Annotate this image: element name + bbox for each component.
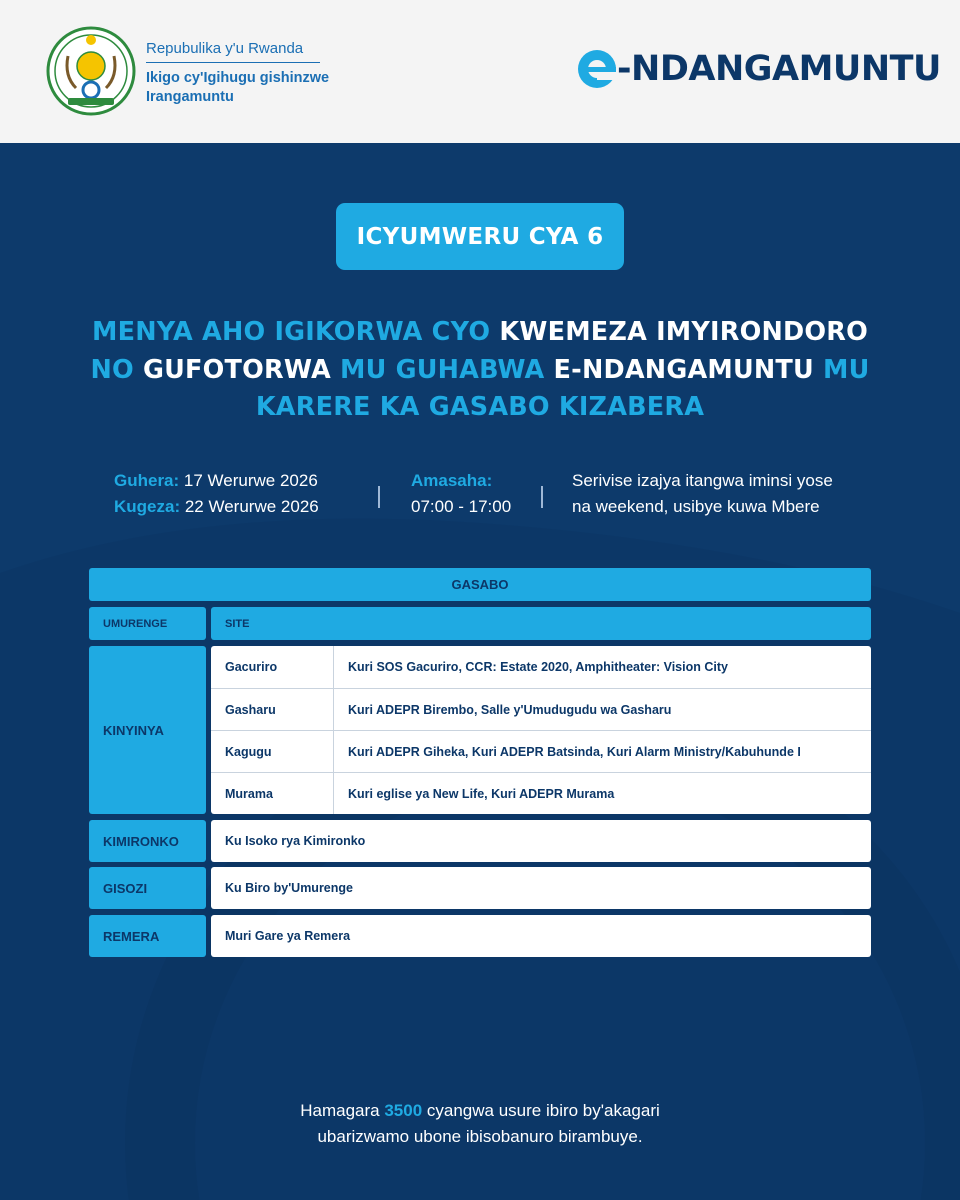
sector-cell-kinyinya: KINYINYA xyxy=(89,646,206,814)
government-line-1: Repubulika y'u Rwanda xyxy=(146,40,320,63)
agency-line-2: Irangamuntu xyxy=(146,89,234,105)
cell-name: Kagugu xyxy=(225,744,272,759)
headline-line xyxy=(80,314,880,352)
site-cell-remera: Muri Gare ya Remera xyxy=(211,915,871,957)
e-logo-icon xyxy=(578,50,616,88)
header-bar xyxy=(0,0,960,143)
service-note-block xyxy=(572,468,833,520)
cell-site: Kuri SOS Gacuriro, CCR: Estate 2020, Amphitheater: Vision City xyxy=(348,660,728,674)
footer-pre: Hamagara xyxy=(300,1101,385,1120)
sector-cell-remera: REMERA xyxy=(89,915,206,957)
week-badge: ICYUMWERU CYA 6 xyxy=(336,203,624,270)
cell-site: Kuri ADEPR Giheka, Kuri ADEPR Batsinda, Kuri Alarm Ministry/Kabuhunde I xyxy=(348,744,801,759)
headline-segment: MENYA AHO IGIKORWA CYO xyxy=(92,317,500,347)
start-date-label: Guhera: xyxy=(114,471,180,490)
hours-block xyxy=(411,468,511,520)
headline-segment: MU xyxy=(823,354,870,385)
start-date-value: 17 Werurwe 2026 xyxy=(179,471,318,490)
cell-name: Gasharu xyxy=(225,702,276,717)
column-header-sector: UMURENGE xyxy=(89,607,206,640)
headline-segment: GUFOTORWA xyxy=(142,354,341,385)
headline-line xyxy=(80,389,880,427)
sector-cell-kimironko: KIMIRONKO xyxy=(89,820,206,862)
cell-name: Gacuriro xyxy=(225,660,278,674)
sector-cell-gisozi: GISOZI xyxy=(89,867,206,909)
headline xyxy=(80,314,880,427)
hours-value: 07:00 - 17:00 xyxy=(411,497,512,516)
headline-line xyxy=(80,352,880,390)
service-note-line-2: na weekend, usibye kuwa Mbere xyxy=(572,497,820,516)
brand-wordmark: -NDANGAMUNTU xyxy=(617,49,941,89)
cell-name: Murama xyxy=(225,786,273,801)
column-header-site: SITE xyxy=(211,607,871,640)
agency-line-1: Ikigo cy'Igihugu gishinzwe xyxy=(146,70,330,86)
table-title-bar: GASABO xyxy=(89,568,871,601)
headline-segment: NO xyxy=(90,354,143,385)
info-divider xyxy=(541,486,543,508)
footer-line-2: ubarizwamo ubone ibisobanuro birambuye. xyxy=(317,1127,643,1146)
service-note-line-1: Serivise izajya itangwa iminsi yose xyxy=(572,471,833,490)
end-date-value: 22 Werurwe 2026 xyxy=(180,497,319,516)
rwanda-coat-of-arms-icon xyxy=(46,26,136,116)
footer-post: cyangwa usure ibiro by'akagari xyxy=(422,1101,660,1120)
headline-segment: KWEMEZA IMYIRONDORO xyxy=(499,317,868,347)
cell-site: Kuri eglise ya New Life, Kuri ADEPR Murama xyxy=(348,786,615,801)
headline-segment: KARERE KA GASABO KIZABERA xyxy=(255,392,705,422)
info-divider xyxy=(378,486,380,508)
brand-logo xyxy=(578,49,941,89)
date-range-block xyxy=(114,468,319,520)
government-name-block xyxy=(146,40,329,107)
footer-note xyxy=(180,1098,780,1150)
cell-site: Kuri ADEPR Birembo, Salle y'Umudugudu wa Gasharu xyxy=(348,702,672,717)
hotline-number: 3500 xyxy=(384,1101,423,1120)
site-cell-gisozi: Ku Biro by'Umurenge xyxy=(211,867,871,909)
headline-segment: E-NDANGAMUNTU xyxy=(553,354,824,385)
hours-label: Amasaha: xyxy=(411,471,493,490)
site-cell-kimironko: Ku Isoko rya Kimironko xyxy=(211,820,871,862)
end-date-label: Kugeza: xyxy=(114,497,181,516)
headline-segment: MU GUHABWA xyxy=(340,354,554,385)
